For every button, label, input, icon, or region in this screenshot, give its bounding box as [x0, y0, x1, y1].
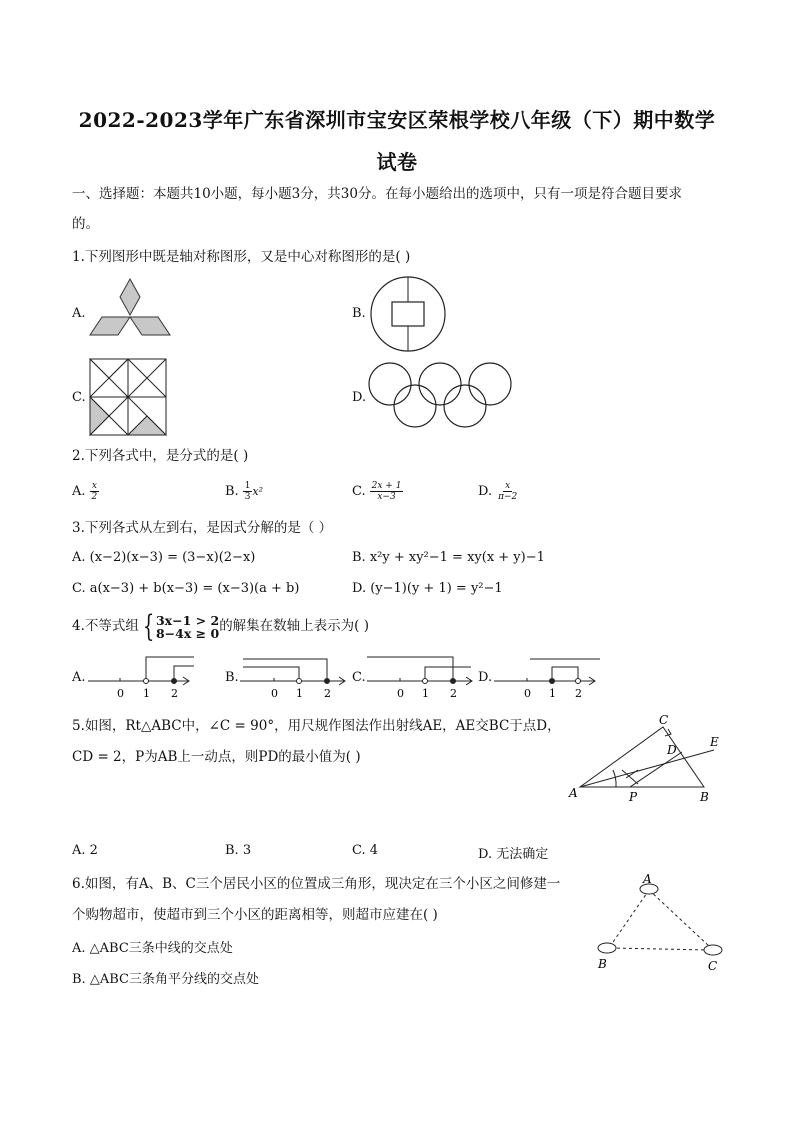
- q1-stem: 1.下列图形中既是轴对称图形，又是中心对称图形的是( ): [72, 249, 411, 265]
- label-c: C: [659, 713, 669, 727]
- q1-figure-a-rhombi: [88, 277, 172, 349]
- tick-1: 1: [296, 687, 303, 700]
- q2-option-a-fraction: [90, 481, 100, 502]
- label-d: D: [667, 743, 677, 757]
- q5-stem-line1: 5.如图，Rt△ABC中，∠C = 90°，用尺规作图法作出射线AE，AE交BC于点D，: [72, 718, 561, 734]
- q2-option-d: [478, 481, 519, 502]
- q3-option-a: A. (x−2)(x−3) = (3−x)(2−x): [72, 550, 256, 565]
- q4-inequality-system: [156, 614, 219, 640]
- fraction-numerator: 1: [244, 481, 251, 491]
- q4-option-b-label: B.: [225, 670, 239, 685]
- label-a: A: [569, 786, 578, 800]
- q1-option-d-label: D.: [352, 390, 367, 405]
- q4-option-a-label: A.: [72, 670, 86, 685]
- q4-numberline-b: [240, 654, 350, 700]
- q4-stem-post: 的解集在数轴上表示为( ): [219, 618, 370, 634]
- q2-option-c-fraction: [370, 481, 404, 502]
- fraction-numerator: x: [505, 481, 511, 491]
- fraction-denominator: 3: [244, 492, 251, 502]
- q3-stem: 3.下列各式从左到右，是因式分解的是（ ）: [72, 520, 333, 536]
- q2-option-c: [352, 481, 403, 502]
- q5-option-b: B. 3: [225, 843, 252, 858]
- q2-option-d-fraction: [496, 481, 519, 502]
- q1-figure-d-rings: [366, 360, 516, 432]
- q1-option-c-label: C.: [72, 390, 86, 405]
- fraction-denominator: 2: [91, 492, 98, 502]
- tick-1: 1: [422, 687, 429, 700]
- q4-numberline-a: [88, 654, 198, 700]
- q6-option-b: B. △ABC三条角平分线的交点处: [72, 972, 259, 987]
- q4-stem: [72, 608, 370, 644]
- q2-option-a: [72, 481, 99, 502]
- q4-inequality-top: 3x−1 > 2: [155, 612, 220, 628]
- q2-option-b-fraction: [243, 481, 253, 502]
- tick-0: 0: [117, 687, 124, 700]
- q5-option-a: A. 2: [72, 843, 98, 858]
- tick-2: 2: [171, 687, 178, 700]
- section-header: 一、选择题：本题共10小题，每小题3分，共30分。在每小题给出的选项中，只有一项是符合题目要求: [72, 186, 682, 202]
- section-header-cont: 的。: [72, 216, 99, 232]
- label-c: C: [708, 959, 718, 973]
- q5-option-d: D. 无法确定: [478, 847, 549, 862]
- q4-option-d-label: D.: [478, 670, 493, 685]
- q3-option-c: C. a(x−3) + b(x−3) = (x−3)(a + b): [72, 581, 300, 596]
- q3-option-b: B. x²y + xy²−1 = xy(x + y)−1: [352, 550, 545, 565]
- label-b: B: [598, 957, 607, 971]
- tick-1: 1: [549, 687, 556, 700]
- page-title-cont: 试卷: [376, 150, 418, 174]
- label-b: B: [700, 790, 709, 804]
- tick-0: 0: [397, 687, 404, 700]
- page-title: 2022-2023学年广东省深圳市宝安区荣根学校八年级（下）期中数学: [78, 108, 716, 132]
- q1-figure-c-triangle-grid: [89, 358, 169, 438]
- tick-1: 1: [143, 687, 150, 700]
- q4-inequality-bottom: 8−4x ≥ 0: [155, 625, 220, 641]
- q5-figure-triangle: [566, 712, 736, 808]
- label-e: E: [710, 735, 719, 749]
- q1-option-b-label: B.: [352, 306, 366, 321]
- q2-stem: 2.下列各式中，是分式的是( ): [72, 448, 249, 464]
- q6-figure-neighborhoods: [594, 872, 734, 976]
- q5-stem-line2: CD = 2，P为AB上一动点，则PD的最小值为( ): [72, 749, 361, 765]
- tick-2: 2: [324, 687, 331, 700]
- q6-stem-line1: 6.如图，有A、B、C三个居民小区的位置成三角形，现决定在三个小区之间修建一: [72, 876, 561, 892]
- q6-option-a: A. △ABC三条中线的交点处: [72, 941, 233, 956]
- q2-option-b: [225, 481, 263, 502]
- tick-0: 0: [271, 687, 278, 700]
- tick-0: 0: [524, 687, 531, 700]
- q2-option-d-label: D.: [478, 484, 493, 499]
- label-a: A: [643, 872, 652, 886]
- label-p: P: [629, 790, 638, 804]
- q6-stem-line2: 个购物超市，使超市到三个小区的距离相等，则超市应建在( ): [72, 907, 438, 923]
- tick-2: 2: [575, 687, 582, 700]
- q4-stem-pre: 4.不等式组: [72, 618, 139, 634]
- q3-option-d: D. (y−1)(y + 1) = y²−1: [352, 581, 503, 596]
- q1-option-a-label: A.: [72, 306, 86, 321]
- q1-figure-b-coin: [368, 274, 448, 354]
- fraction-numerator: 2x + 1: [371, 481, 402, 491]
- brace-symbol: {: [142, 608, 155, 644]
- q4-numberline-d: [494, 654, 604, 700]
- fraction-numerator: x: [91, 481, 97, 491]
- q2-option-a-label: A.: [72, 484, 86, 499]
- q2-option-c-label: C.: [352, 484, 366, 499]
- q2-option-b-label: B.: [225, 484, 239, 499]
- q4-option-c-label: C.: [352, 670, 366, 685]
- fraction-denominator: x−3: [377, 492, 396, 502]
- q5-option-c: C. 4: [352, 843, 379, 858]
- q2-option-b-tail: x²: [252, 485, 264, 498]
- tick-2: 2: [450, 687, 457, 700]
- q4-numberline-c: [367, 654, 477, 700]
- fraction-denominator: π−2: [498, 492, 518, 502]
